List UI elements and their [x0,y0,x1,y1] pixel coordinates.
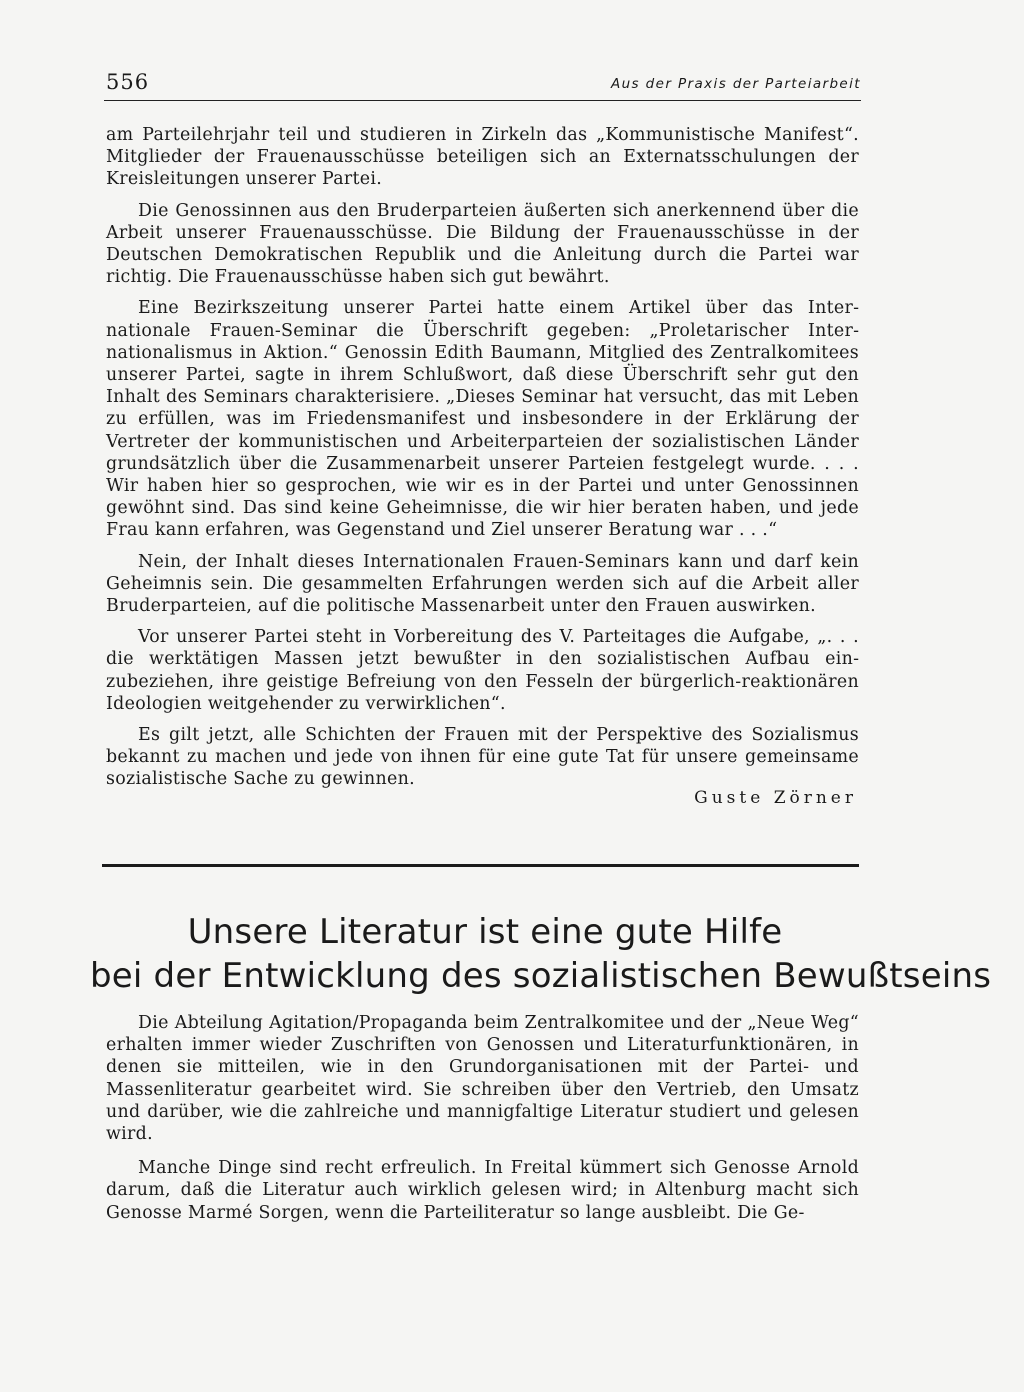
running-head: Aus der Praxis der Parteiarbeit [610,76,861,92]
author-signature: Guste Zörner [694,787,857,808]
section-divider [102,864,859,867]
paragraph: Manche Dinge sind recht erfreulich. In Freital kümmert sich Genosse Arnold darum, daß die Literatur auch wirklich gelesen wird; in Altenburg macht sich Genosse Marmé Sorgen, wenn die Parteiliteratur so lange ausbleibt. Die Ge- [106,1158,859,1223]
paragraph: Die Abteilung Agitation/Propaganda beim Zentralkomitee und der „Neue Weg“ erhalten immer wieder Zuschriften von Genossen und Literaturfunktionären, in denen sie mitteilen, wie in den Grundorganisationen mit der Partei- und Massenliteratur gearbeitet wird. Sie schreiben über den Vertrieb, den Umsatz und darüber, wie die zahlreiche und mannigfaltige Literatur studiert und gelesen wird. [106,1013,859,1145]
page-number: 556 [106,70,150,94]
page-header [104,70,861,101]
paragraph: Die Genossinnen aus den Bruderparteien äußerten sich anerkennend über die Arbeit unserer Frauenausschüsse. Die Bildung der Frauenausschüsse in der Deutschen Demokratischen Republik und die Anleitung durch die Partei war richtig. Die Frauenausschüsse haben sich gut bewährt. [106,200,859,288]
paragraph: Nein, der Inhalt dieses Internationalen Frauen-Seminars kann und darf kein Geheimnis sein. Die gesammelten Erfahrungen werden sich auf die Arbeit aller Bruderparteien, auf die politische Massenarbeit unter den Frauen auswirken. [106,551,859,617]
paragraph: Eine Bezirkszeitung unserer Partei hatte einem Artikel über das Internationale Frauen-Seminar die Überschrift gegeben: „Proletarischer Internationalismus in Aktion.“ Genossin Edith Baumann, Mitglied des Zentralkomitees unserer Partei, sagte in ihrem Schlußwort, daß diese Überschrift sehr gut den Inhalt des Seminars charakterisiere. „Dieses Seminar hat versucht, das mit Leben zu erfüllen, was im Friedensmanifest und insbesondere in der Erklärung der Vertreter der kommunistischen und Arbeiterparteien der sozialistischen Länder grundsätzlich über die Zusammenarbeit unserer Parteien festgelegt wurde. . . . Wir haben hier so gesprochen, wie wir es in der Partei und unter Genossinnen gewöhnt sind. Das sind keine Geheimnisse, die wir hier beraten haben, und jede Frau kann erfahren, was Gegenstand und Ziel unserer Beratung war . . .“ [106,298,859,541]
headline-line-1: Unsere Literatur ist eine gute Hilfe [187,912,783,952]
article-headline [90,910,992,998]
paragraph: Vor unserer Partei steht in Vorbereitung des V. Parteitages die Aufgabe, „. . . die werktätigen Massen jetzt bewußter in den sozialistischen Aufbau einzubeziehen, ihre geistige Befreiung von den Fesseln der bürgerlich-reaktionären Ideologien weitgehender zu verwirklichen“. [106,627,859,714]
article-body [106,124,859,809]
article-body-2 [106,1012,859,1236]
paragraph: am Parteilehrjahr teil und studieren in Zirkeln das „Kommunistische Manifest“. Mitglieder der Frauenausschüsse beteiligen sich an Externatsschulungen der Kreisleitungen unserer Partei. [106,125,859,190]
headline-line-2: bei der Entwicklung des sozialistischen Bewußtseins [90,956,992,996]
paragraph: Es gilt jetzt, alle Schichten der Frauen mit der Perspektive des Sozialismus bekannt zu machen und jede von ihnen für eine gute Tat für unsere gemeinsame sozialistische Sache zu gewinnen. [106,725,859,790]
